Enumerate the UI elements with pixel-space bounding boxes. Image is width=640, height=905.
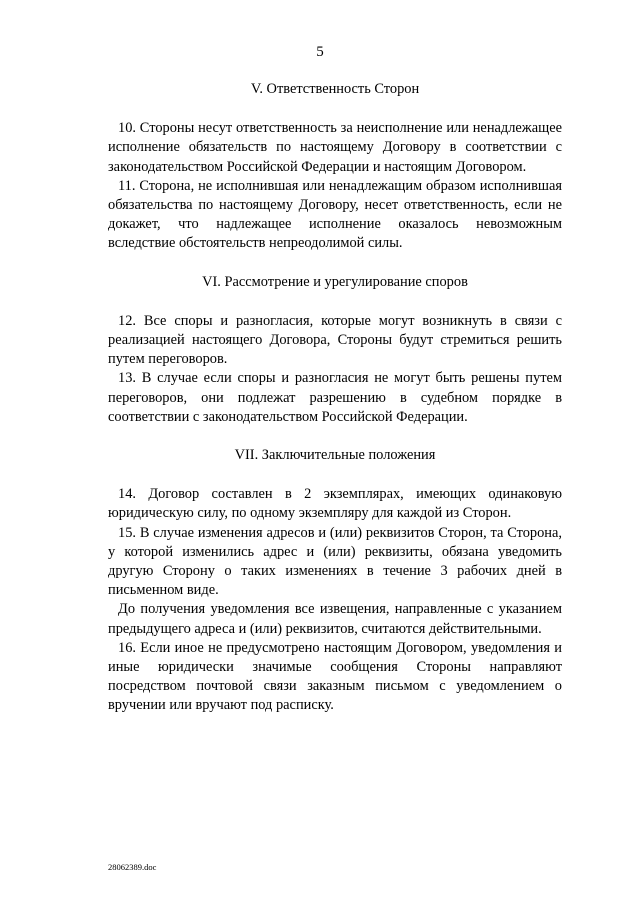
paragraph-12: 12. Все споры и разногласия, которые могут возникнуть в связи с реализацией настоящего Договора, Стороны будут стремиться решить путем переговоров.: [108, 312, 562, 368]
section-heading-vii: VII. Заключительные положения: [234, 447, 436, 464]
section-heading-v: V. Ответственность Сторон: [250, 81, 420, 97]
paragraph-16: 16. Если иное не предусмотрено настоящим Договором, уведомления и иные юридически значимые сообщения Стороны направляют посредством почтовой связи заказным письмом с уведомлением о вручении или вручают под расписку.: [108, 639, 562, 714]
footer-filename: 28062389.doc: [108, 862, 157, 872]
paragraph-11: 11. Сторона, не исполнившая или ненадлежащим образом исполнившая обязательства по настоящему Договору, несет ответственность, если не докажет, что надлежащее исполнение оказалось невозможным вследствие обстоятельств непреодолимой силы.: [108, 177, 562, 252]
paragraph-14: 14. Договор составлен в 2 экземплярах, имеющих одинаковую юридическую силу, по одному экземпляру для каждой из Сторон.: [108, 486, 562, 522]
paragraph-15: 15. В случае изменения адресов и (или) реквизитов Сторон, та Сторона, у которой изменились адрес и (или) реквизиты, обязана уведомить другую Сторону о таких изменениях в течение 3 рабочих дней в письменном виде.: [108, 524, 562, 599]
section-heading-vi: VI. Рассмотрение и урегулирование споров: [202, 273, 468, 290]
paragraph-13: 13. В случае если споры и разногласия не могут быть решены путем переговоров, они подлежат разрешению в судебном порядке в соответствии с законодательством Российской Федерации.: [108, 370, 562, 425]
document-body: [108, 80, 562, 716]
paragraph-10: 10. Стороны несут ответственность за неисполнение или ненадлежащее исполнение обязательств по настоящему Договору в соответствии с законодательством Российской Федерации и настоящим Договором.: [108, 120, 562, 175]
paragraph-15-continued: До получения уведомления все извещения, направленные с указанием предыдущего адреса и (или) реквизитов, считаются действительными.: [108, 601, 562, 637]
page-number: 5: [316, 44, 324, 60]
